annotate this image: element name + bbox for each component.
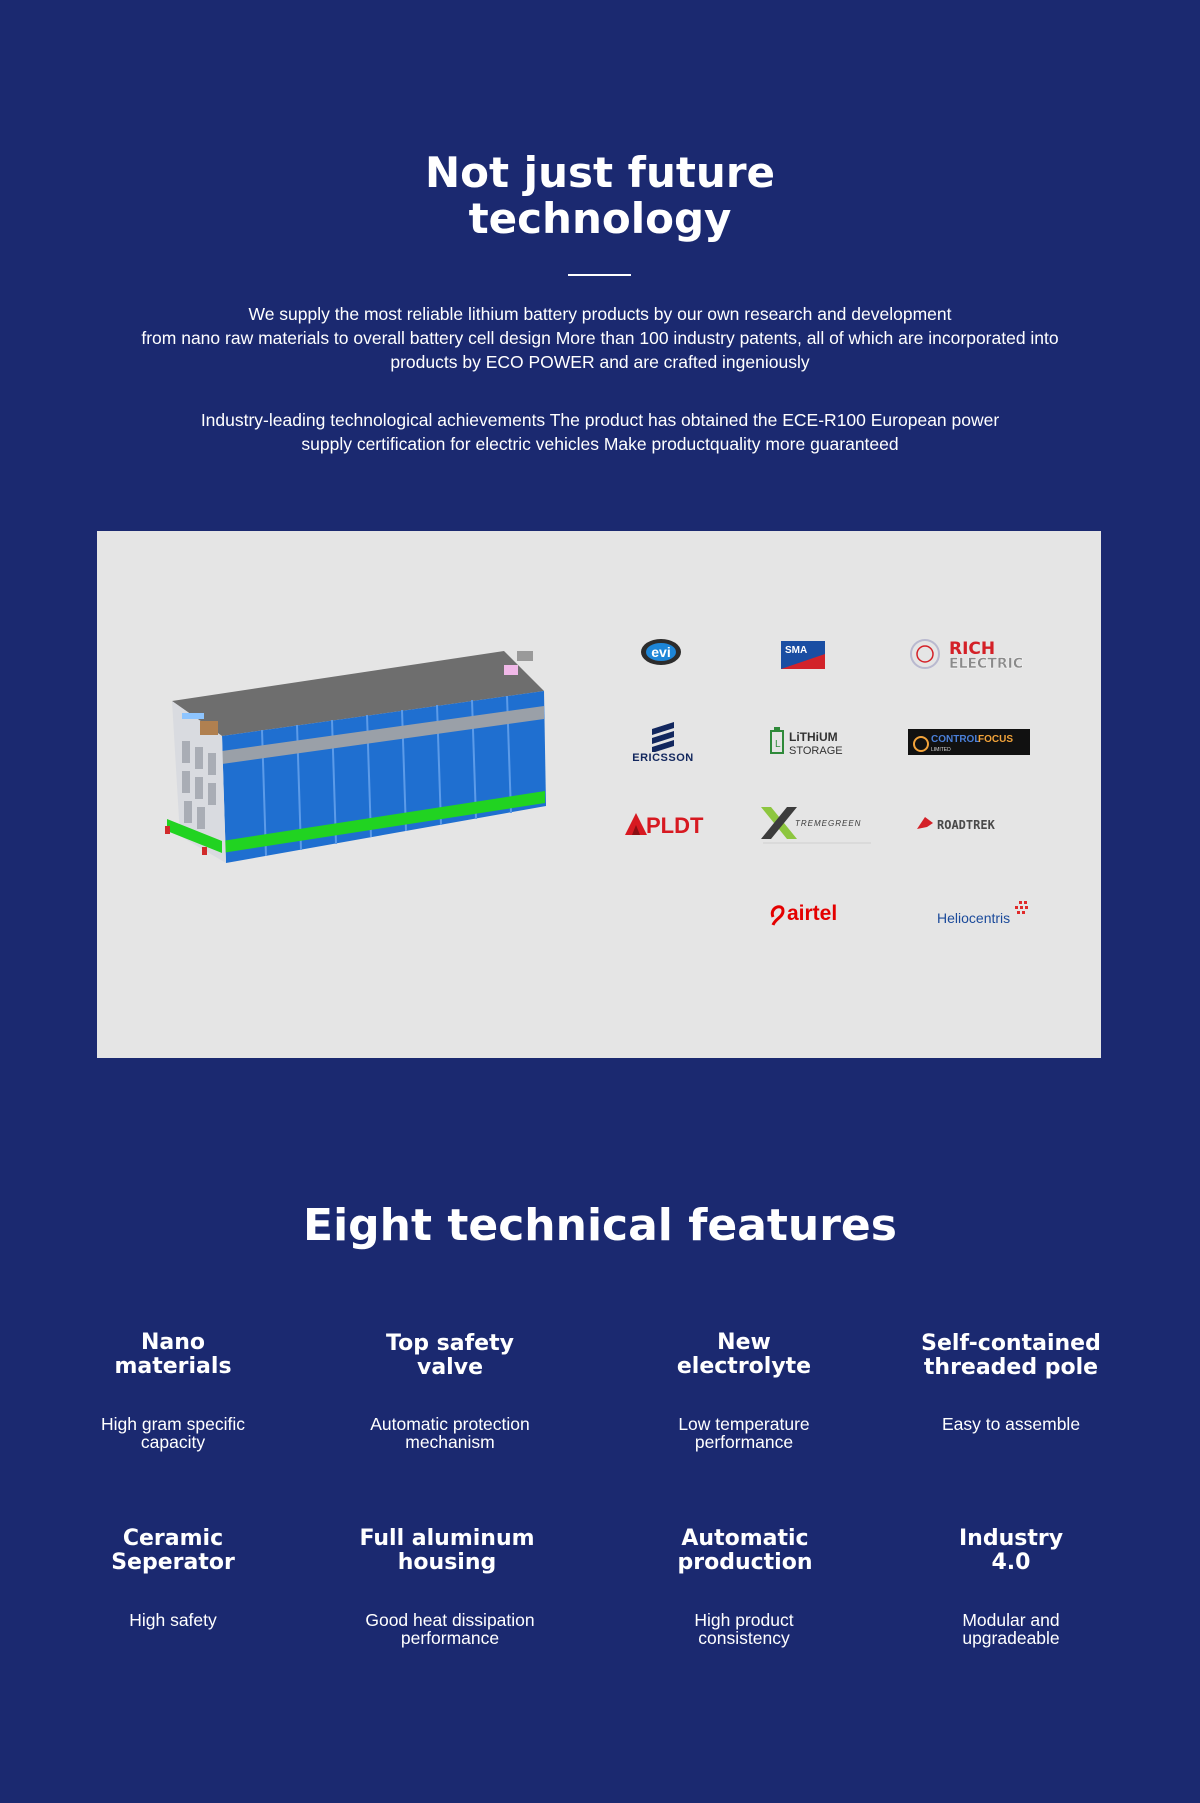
feature-description-line: capacity [140, 1432, 206, 1452]
feature-description-line: Low temperature [678, 1414, 810, 1434]
airtel-logo [767, 897, 853, 929]
xtremegreen-logo-text: TREMEGREEN [795, 819, 862, 828]
feature-description [614, 1611, 874, 1647]
hero-title-line: technology [468, 194, 732, 243]
feature-title-line: Top safety [386, 1331, 514, 1356]
feature-title-line: valve [417, 1355, 483, 1380]
feature-title [881, 1332, 1141, 1380]
feature-title-line: materials [114, 1354, 232, 1379]
feature-title-line: Nano [140, 1330, 206, 1355]
sma-logo [779, 640, 827, 670]
feature-title-line: 4.0 [991, 1550, 1031, 1575]
ericsson-icon [648, 720, 678, 752]
feature-item [881, 1526, 1141, 1648]
feature-item [43, 1526, 303, 1630]
intro-paragraph-2 [100, 408, 1100, 456]
feature-description-line: upgradeable [962, 1628, 1060, 1648]
feature-description-line: Automatic protection [370, 1414, 530, 1434]
feature-item [43, 1330, 303, 1452]
feature-description-line: mechanism [405, 1432, 495, 1452]
feature-title [881, 1527, 1141, 1575]
feature-item [881, 1331, 1141, 1434]
focus-text: FOCUS [978, 734, 1013, 745]
pldt-logo-text: PLDT [646, 813, 704, 838]
intro-paragraph-1 [100, 302, 1100, 374]
evi-logo [637, 635, 687, 669]
feature-item [614, 1330, 874, 1452]
feature-title [317, 1527, 577, 1575]
feature-description [881, 1415, 1141, 1433]
roadtrek-logo [915, 811, 1027, 837]
feature-description-line: performance [694, 1432, 794, 1452]
lithium-text: LiTHiUM [789, 730, 838, 744]
feature-description [43, 1611, 303, 1629]
title-divider [568, 274, 631, 276]
feature-description-line: High product [694, 1610, 794, 1630]
features-title: Eight technical features [303, 1200, 897, 1251]
feature-title-line: Industry [958, 1526, 1064, 1551]
feature-title-line: New [717, 1330, 771, 1355]
feature-title-line: threaded pole [923, 1355, 1099, 1380]
intro-line: We supply the most reliable lithium battery products by our own research and development [248, 304, 952, 324]
ericsson-logo-text: ERICSSON [632, 752, 694, 764]
electric-logo-text: ELECTRIC [949, 656, 1024, 672]
sma-logo-text: SMA [785, 645, 808, 656]
feature-title-line: Automatic [681, 1526, 809, 1551]
feature-description-line: Modular and [962, 1610, 1060, 1630]
feature-title-line: Ceramic [122, 1526, 224, 1551]
lithium-storage-logo [769, 725, 849, 759]
feature-item [615, 1526, 875, 1648]
pldt-logo [622, 807, 712, 839]
feature-title [615, 1527, 875, 1575]
feature-description-line: performance [400, 1628, 500, 1648]
feature-description-line: Good heat dissipation [365, 1610, 535, 1630]
feature-title-line: production [677, 1550, 813, 1575]
heliocentris-logo [935, 897, 1031, 929]
limited-text: LIMITED [931, 747, 951, 753]
feature-title [614, 1331, 874, 1379]
intro-line: from nano raw materials to overall battery cell design More than 100 industry patents, all of which are incorporated into [141, 328, 1059, 348]
evi-logo-text: evi [651, 644, 671, 660]
feature-item [320, 1331, 580, 1452]
feature-title [43, 1331, 303, 1379]
control-text: CONTROL [931, 734, 981, 745]
feature-title [320, 1332, 580, 1380]
product-showcase [97, 531, 1101, 1058]
feature-description-line: High safety [129, 1610, 217, 1630]
feature-item [317, 1526, 577, 1648]
battery-cell-image [162, 651, 562, 891]
storage-text: STORAGE [789, 745, 843, 757]
rich-logo-text: RICH [949, 639, 996, 659]
feature-title-line: electrolyte [676, 1354, 812, 1379]
feature-description [881, 1611, 1141, 1647]
svg-text:L: L [775, 739, 781, 750]
feature-title [43, 1527, 303, 1575]
feature-description-line: Easy to assemble [941, 1414, 1081, 1434]
feature-title-line: Self-contained [921, 1331, 1101, 1356]
feature-title-line: housing [397, 1550, 497, 1575]
feature-description [43, 1415, 303, 1451]
xtremegreen-logo [757, 801, 877, 845]
rich-electric-logo [907, 635, 1033, 673]
hero-title-line: Not just future [424, 148, 776, 197]
intro-line: Industry-leading technological achievements The product has obtained the ECE-R100 European power [200, 410, 1000, 430]
ericsson-logo [633, 717, 693, 767]
intro-line: products by ECO POWER and are crafted ingeniously [390, 352, 810, 372]
feature-title-line: Seperator [111, 1550, 235, 1575]
feature-description-line: High gram specific [101, 1414, 245, 1434]
feature-description [614, 1415, 874, 1451]
feature-description [320, 1611, 580, 1647]
airtel-logo-text: airtel [787, 902, 838, 925]
heliocentris-logo-text: Heliocentris [937, 910, 1011, 926]
control-focus-logo [907, 727, 1031, 757]
intro-line: supply certification for electric vehicles Make productquality more guaranteed [301, 434, 899, 454]
hero-title [0, 150, 1200, 242]
feature-description-line: consistency [698, 1628, 790, 1648]
feature-description [320, 1415, 580, 1451]
feature-title-line: Full aluminum [359, 1526, 535, 1551]
roadtrek-logo-text: ROADTREK [937, 818, 995, 832]
